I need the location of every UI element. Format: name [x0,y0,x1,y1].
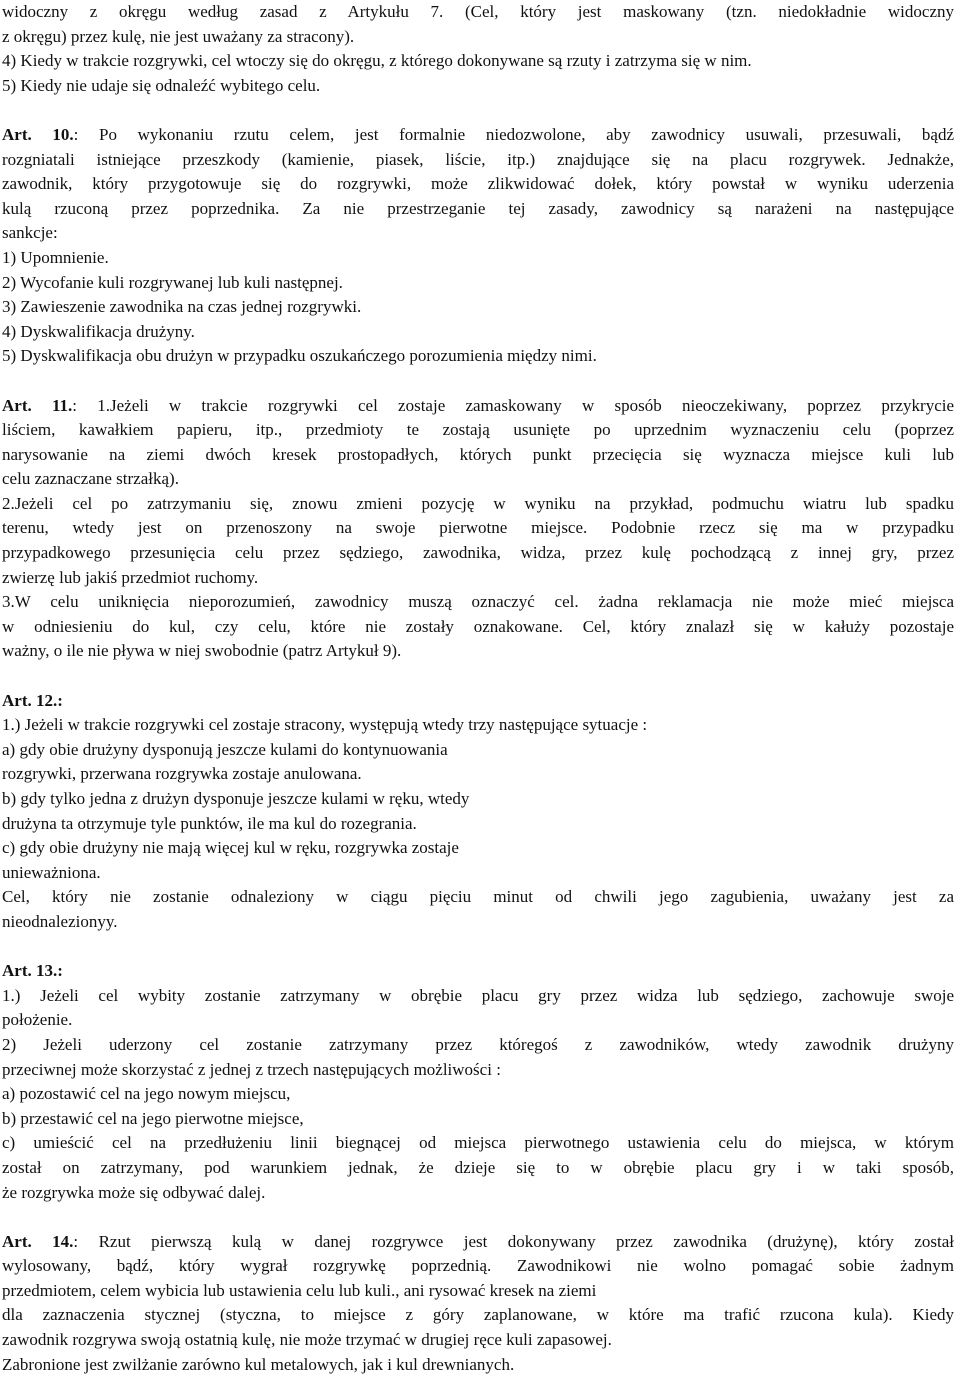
list-item: b) gdy tylko jedna z drużyn dysponuje jeszcze kulami w ręku, wtedy [2,789,470,808]
text-line: 1.) Jeżeli cel wybity zostanie zatrzymany w obrębie placu gry przez widza lub sędziego, zachowuje swoje [2,985,954,1005]
article-heading: Art. 13. [2,961,58,981]
text-line: położenie. [2,1010,73,1030]
list-item: a) pozostawić cel na jego nowym miejscu, [2,1084,291,1104]
article-10 [2,123,954,369]
text-line: nieodnalezionyy. [2,911,118,931]
list-item: a) gdy obie drużyny dysponują jeszcze kulami do kontynuowania [2,739,448,759]
text-line: z okręgu) przez kulę, nie jest uważany za stracony). [2,26,355,46]
list-item: 5) Dyskwalifikacja obu drużyn w przypadku oszukańczego porozumienia między nimi. [2,346,597,366]
list-item: c) gdy obie drużyny nie mają więcej kul w ręku, rozgrywka zostaje [2,838,459,858]
text-line: zawodnik, który przygotowuje się do rozgrywki, może zlikwidować dołek, który powstał w wyniku uderzenia [2,174,954,194]
article-colon: : [57,690,63,710]
text-line: ważny, o ile nie pływa w niej swobodnie (patrz Artykuł 9). [2,641,402,661]
article-14 [2,1230,954,1378]
article-heading: Art. 12. [2,690,58,710]
text-line: zawodnik rozgrywa swoją ostatnią kulę, nie może trzymać w drugiej ręce kuli zapasowej. [2,1330,612,1350]
text-line: sankcje: [2,223,58,243]
text-line: wylosowany, bądź, który wygrał rozgrywkę poprzednią. Zawodnikowi nie wolno pomagać sobie żadnym [2,1256,954,1276]
text-line: przedmiotem, celem wybicia lub ustawienia celu lub kuli., ani rysować kresek na ziemi [2,1280,597,1300]
text-line: rozgniatali istniejące przeszkody (kamienie, piasek, liście, itp.) znajdujące się na placu rozgrywek. Jednakże, [2,149,954,169]
article-text: : Po wykonaniu rzutu celem, jest formalnie niedozwolone, aby zawodnicy usuwali, przesuwali, bądź [73,124,955,144]
text-line: liściem, kawałkiem papieru, itp., przedmioty te zostają usunięte po uprzednim wyznaczeniu celu (poprzez [2,420,954,440]
text-line [2,689,954,714]
text-line: 4) Kiedy w trakcie rozgrywki, cel wtoczy się do okręgu, z którego dokonywane są rzuty i zatrzyma się w nim. [2,51,752,71]
list-item: 2) Wycofanie kuli rozgrywanej lub kuli następnej. [2,272,343,292]
text-line: narysowanie na ziemi dwóch kresek prostopadłych, których punkt przecięcia się wyznacza miejsce kuli lub [2,444,954,464]
article-12 [2,689,954,935]
text-line: 2) Jeżeli uderzony cel zostanie zatrzymany przez któregoś z zawodników, wtedy zawodnik drużyny [2,1034,954,1054]
text-line: został on zatrzymany, pod warunkiem jednak, że dzieje się to w obrębie placu gry i w taki sposób, [2,1157,954,1177]
article-13 [2,959,954,1205]
text-line: celu zaznaczane strzałką). [2,469,179,489]
list-item: 3) Zawieszenie zawodnika na czas jednej rozgrywki. [2,297,362,317]
text-line: Zabronione jest zwilżanie zarówno kul metalowych, jak i kul drewnianych. [2,1354,515,1374]
text-line: drużyna ta otrzymuje tyle punktów, ile ma kul do rozegrania. [2,813,417,833]
text-line: rozgrywki, przerwana rozgrywka zostaje anulowana. [2,764,362,784]
text-line: dla zaznaczenia stycznej (styczna, to miejsce z góry zaplanowane, w które ma trafić rzucona kula). Kiedy [2,1305,954,1325]
article-colon: : [57,961,63,981]
text-line: Cel, który nie zostanie odnaleziony w ciągu pięciu minut od chwili jego zagubienia, uważany jest za [2,887,954,907]
paragraph-gap [2,369,954,394]
list-item: b) przestawić cel na jego pierwotne miejsce, [2,1108,304,1128]
article-11 [2,394,954,665]
article-heading: Art. 14. [2,1231,74,1251]
text-line: przypadkowego przesunięcia celu przez sędziego, zawodnika, widza, przez kulę pochodzącą z innej gry, przez [2,543,954,563]
text-line: kulą rzuconą przez poprzednika. Za nie przestrzeganie tej zasady, zawodnicy są narażeni na następujące [2,198,954,218]
text-line: 2.Jeżeli cel po zatrzymaniu się, znowu zmieni pozycję w wyniku na przykład, podmuchu wiatru lub spadku [2,493,954,513]
article-text: : 1.Jeżeli w trakcie rozgrywki cel zostaje zamaskowany w sposób nieoczekiwany, poprzez przykrycie [72,395,955,415]
article-heading: Art. 11. [2,395,73,415]
text-line [2,123,954,148]
text-line: 3.W celu uniknięcia nieporozumień, zawodnicy muszą oznaczyć cel. żadna reklamacja nie może mieć miejsca [2,592,954,612]
text-line: 5) Kiedy nie udaje się odnaleźć wybitego celu. [2,75,321,95]
text-line: zwierzę lub jakiś przedmiot ruchomy. [2,567,259,587]
text-line [2,959,954,984]
intro-section [2,0,954,98]
list-item: 1) Upomnienie. [2,247,109,267]
text-line: 1.) Jeżeli w trakcie rozgrywki cel zostaje stracony, występują wtedy trzy następujące sytuacje : [2,715,648,735]
text-line [2,394,954,419]
text-line: przeciwnej może skorzystać z jednej z trzech następujących możliwości : [2,1059,501,1079]
article-text: : Rzut pierwszą kulą w danej rozgrywce jest dokonywany przez zawodnika (drużynę), który został [73,1231,954,1251]
text-line: unieważniona. [2,862,101,882]
list-item: 4) Dyskwalifikacja drużyny. [2,321,195,341]
text-line: że rozgrywka może się odbywać dalej. [2,1182,266,1202]
text-line: terenu, wtedy jest on przenoszony na swoje pierwotne miejsce. Podobnie rzecz się ma w przypadku [2,518,954,538]
paragraph-gap [2,1205,954,1230]
paragraph-gap [2,935,954,960]
list-item: c) umieścić cel na przedłużeniu linii biegnącej od miejsca pierwotnego ustawienia celu do miejsca, w którym [2,1133,954,1153]
text-line: w odniesieniu do kul, czy celu, które nie zostały oznakowane. Cel, który znalazł się w kałuży pozostaje [2,616,954,636]
paragraph-gap [2,98,954,123]
article-heading: Art. 10. [2,124,74,144]
text-line: widoczny z okręgu według zasad z Artykułu 7. (Cel, który jest maskowany (tzn. niedokładnie widoczny [2,2,954,21]
paragraph-gap [2,664,954,689]
text-line [2,1230,954,1255]
